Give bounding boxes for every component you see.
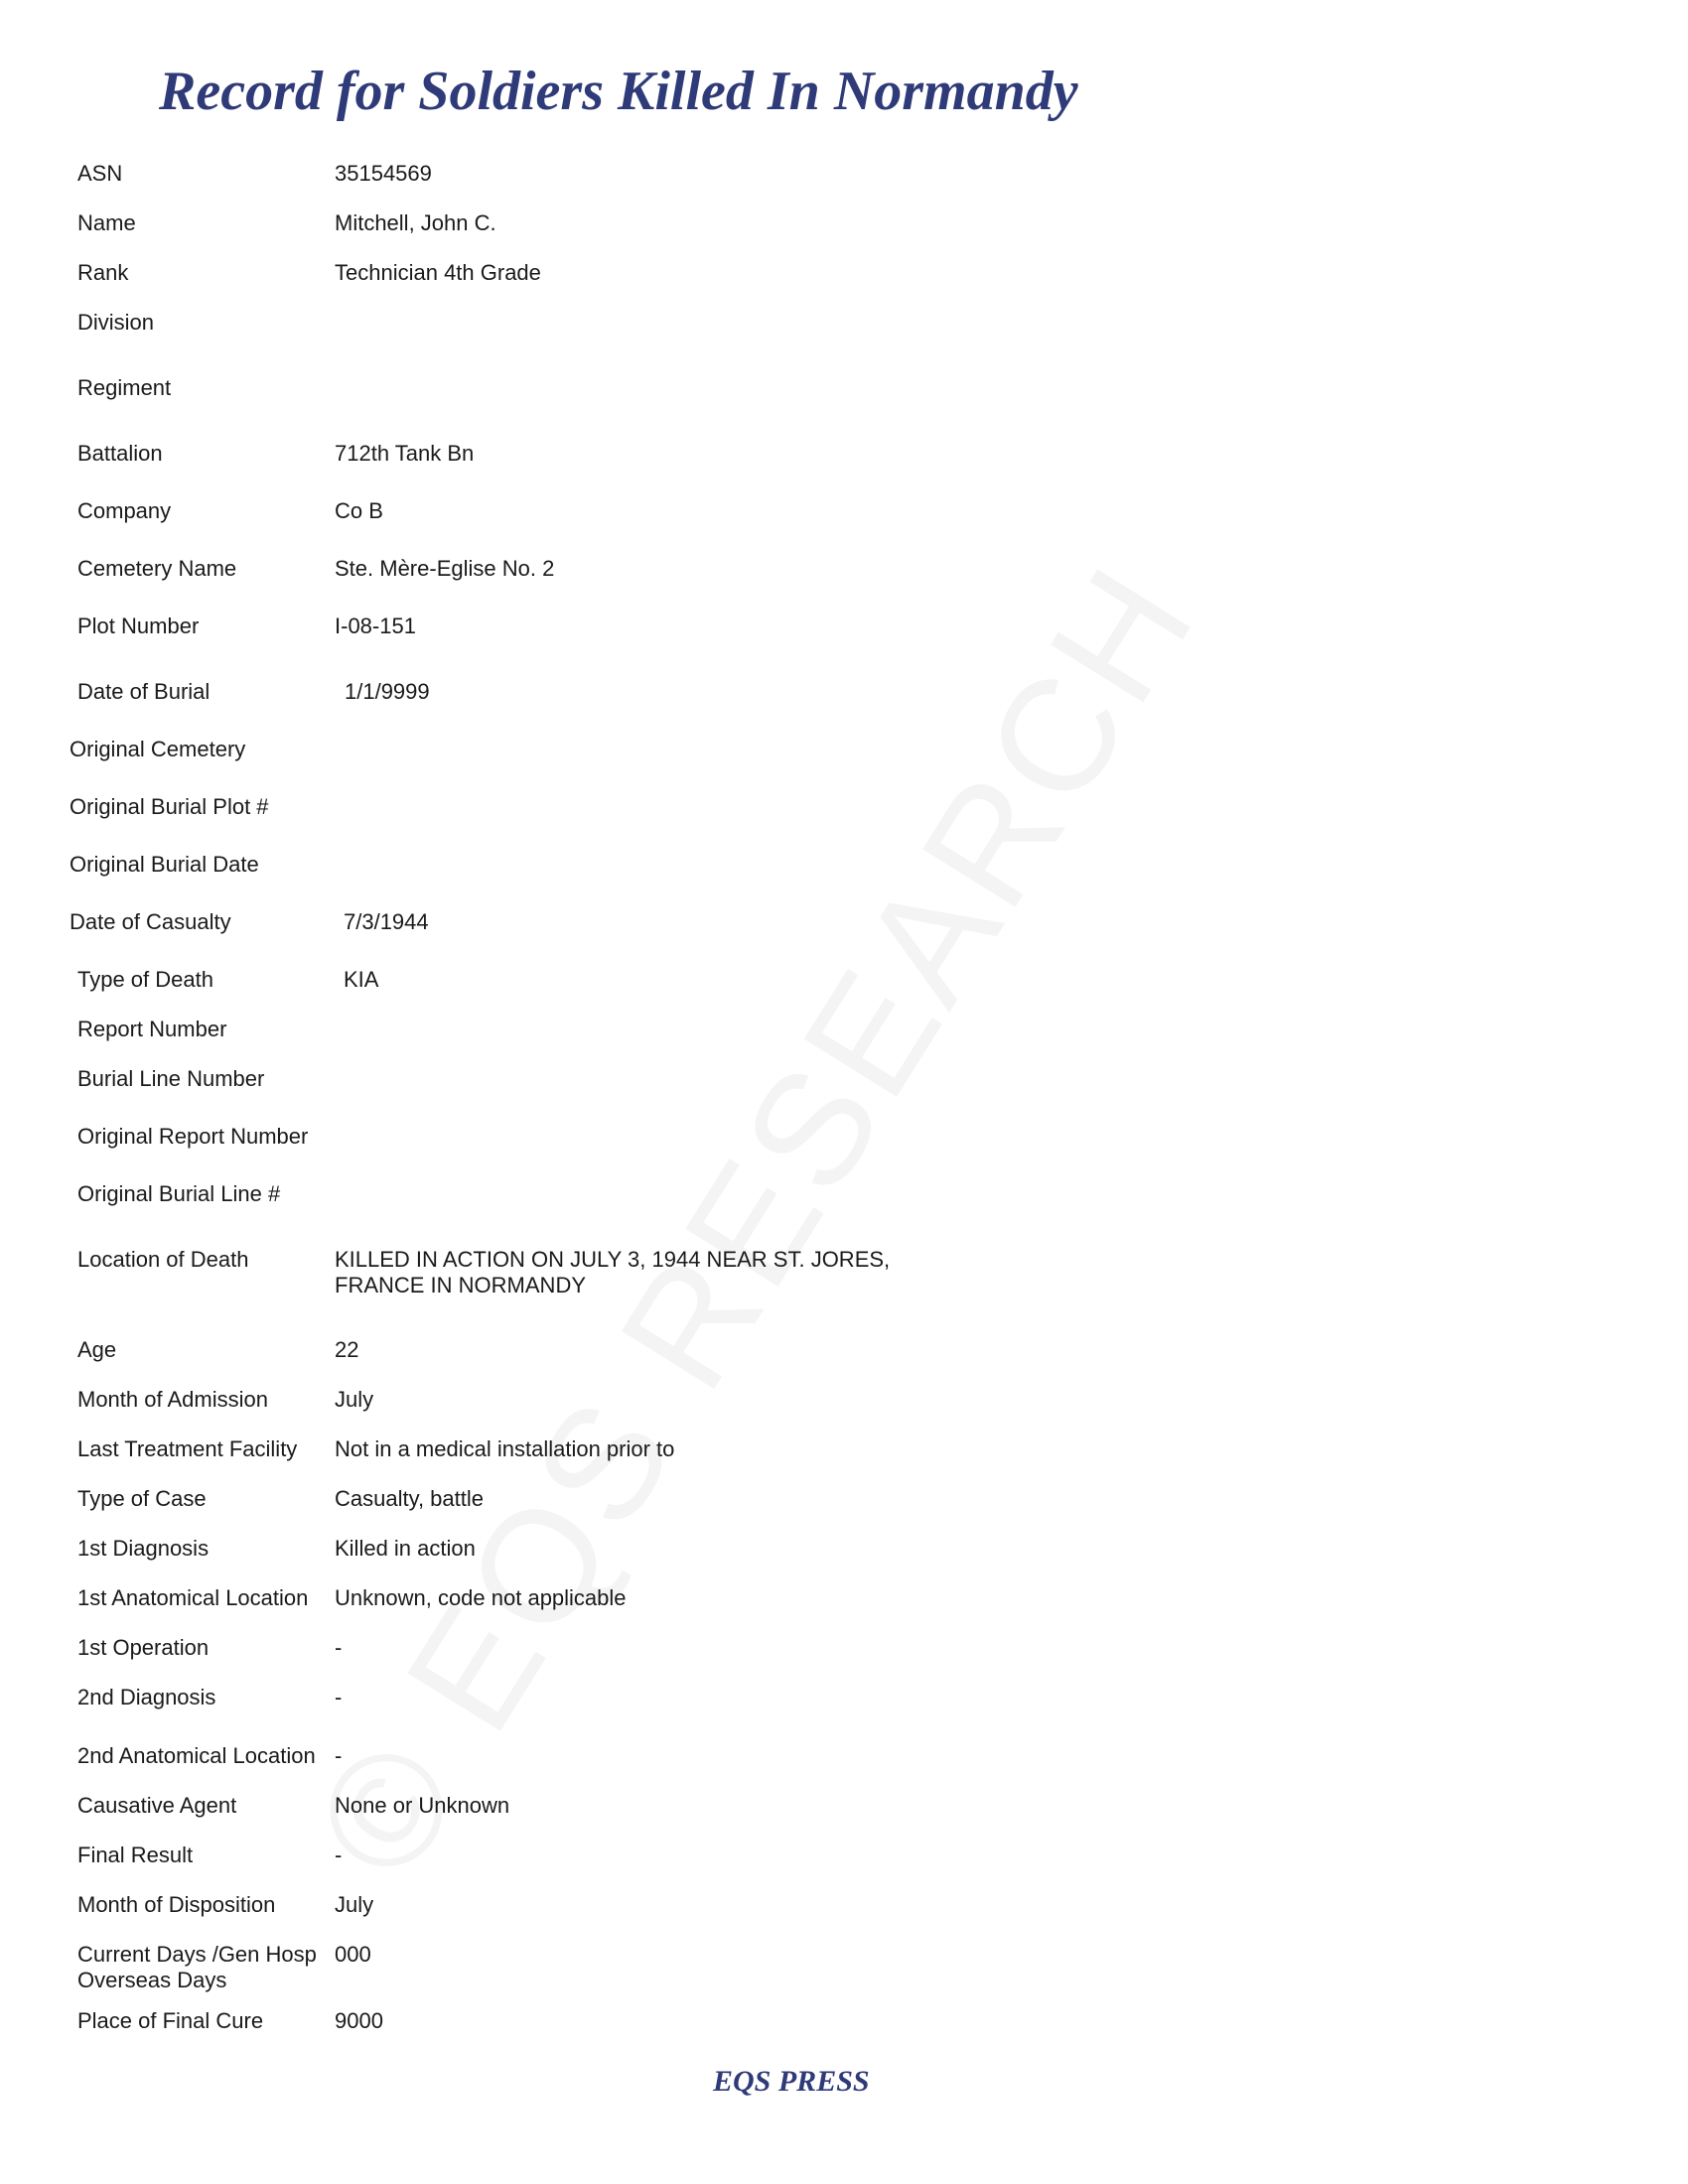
company-value: Co B: [335, 498, 383, 523]
causative-agent-label: Causative Agent: [77, 1793, 237, 1818]
first-diagnosis-label: 1st Diagnosis: [77, 1536, 210, 1561]
type-of-death-label: Type of Death: [77, 967, 213, 992]
rank-value: Technician 4th Grade: [335, 260, 541, 285]
name-value: Mitchell, John C.: [335, 210, 496, 235]
first-operation-value: -: [335, 1635, 343, 1660]
regiment-label: Regiment: [77, 375, 172, 400]
type-of-case-label: Type of Case: [77, 1486, 207, 1511]
plot-number-label: Plot Number: [77, 614, 200, 638]
date-of-burial-value: 1/1/9999: [345, 679, 430, 704]
report-number-label: Report Number: [77, 1017, 227, 1041]
month-of-disposition-value: July: [335, 1892, 374, 1917]
last-treatment-facility-label: Last Treatment Facility: [77, 1436, 298, 1461]
last-treatment-facility-value: Not in a medical installation prior to: [335, 1436, 675, 1461]
second-diagnosis-value: -: [335, 1685, 343, 1709]
original-report-number-label: Original Report Number: [77, 1124, 309, 1149]
month-of-disposition-label: Month of Disposition: [77, 1892, 276, 1917]
place-of-final-cure-label: Place of Final Cure: [77, 2008, 264, 2033]
location-of-death-label: Location of Death: [77, 1247, 249, 1272]
cemetery-name-label: Cemetery Name: [77, 556, 237, 581]
second-anatomical-location-label: 2nd Anatomical Location: [77, 1743, 316, 1768]
location-of-death-value: KILLED IN ACTION ON JULY 3, 1944 NEAR ST. JORES, FRANCE IN NORMANDY: [335, 1247, 891, 1297]
watermark: [278, 534, 1231, 1909]
age-label: Age: [77, 1337, 117, 1362]
current-days-label: Current Days /Gen Hosp Overseas Days: [77, 1942, 317, 1992]
first-diagnosis-value: Killed in action: [335, 1536, 476, 1561]
type-of-case-value: Casualty, battle: [335, 1486, 485, 1511]
original-burial-line-label: Original Burial Line #: [77, 1181, 281, 1206]
date-of-burial-label: Date of Burial: [77, 679, 211, 704]
place-of-final-cure-value: 9000: [335, 2008, 383, 2033]
date-of-casualty-label: Date of Casualty: [70, 909, 231, 934]
rank-label: Rank: [77, 260, 129, 285]
final-result-value: -: [335, 1843, 343, 1867]
month-of-admission-value: July: [335, 1387, 374, 1412]
division-label: Division: [77, 310, 155, 335]
asn-label: ASN: [77, 161, 123, 186]
causative-agent-value: None or Unknown: [335, 1793, 510, 1818]
final-result-label: Final Result: [77, 1843, 194, 1867]
original-burial-date-label: Original Burial Date: [70, 852, 259, 877]
type-of-death-value: KIA: [344, 967, 379, 992]
month-of-admission-label: Month of Admission: [77, 1387, 268, 1412]
date-of-casualty-value: 7/3/1944: [344, 909, 429, 934]
current-days-value: 000: [335, 1942, 371, 1967]
first-operation-label: 1st Operation: [77, 1635, 210, 1660]
battalion-value: 712th Tank Bn: [335, 441, 475, 466]
name-label: Name: [77, 210, 136, 235]
original-cemetery-label: Original Cemetery: [70, 737, 246, 761]
footer-publisher: EQS PRESS: [713, 2065, 870, 2098]
page-title: Record for Soldiers Killed In Normandy: [159, 61, 1078, 122]
company-label: Company: [77, 498, 172, 523]
plot-number-value: I-08-151: [335, 614, 416, 638]
age-value: 22: [335, 1337, 359, 1362]
second-diagnosis-label: 2nd Diagnosis: [77, 1685, 216, 1709]
cemetery-name-value: Ste. Mère-Eglise No. 2: [335, 556, 555, 581]
asn-value: 35154569: [335, 161, 432, 186]
second-anatomical-location-value: -: [335, 1743, 343, 1768]
first-anatomical-location-label: 1st Anatomical Location: [77, 1585, 309, 1610]
original-burial-plot-label: Original Burial Plot #: [70, 794, 269, 819]
burial-line-number-label: Burial Line Number: [77, 1066, 265, 1091]
battalion-label: Battalion: [77, 441, 163, 466]
first-anatomical-location-value: Unknown, code not applicable: [335, 1585, 627, 1610]
